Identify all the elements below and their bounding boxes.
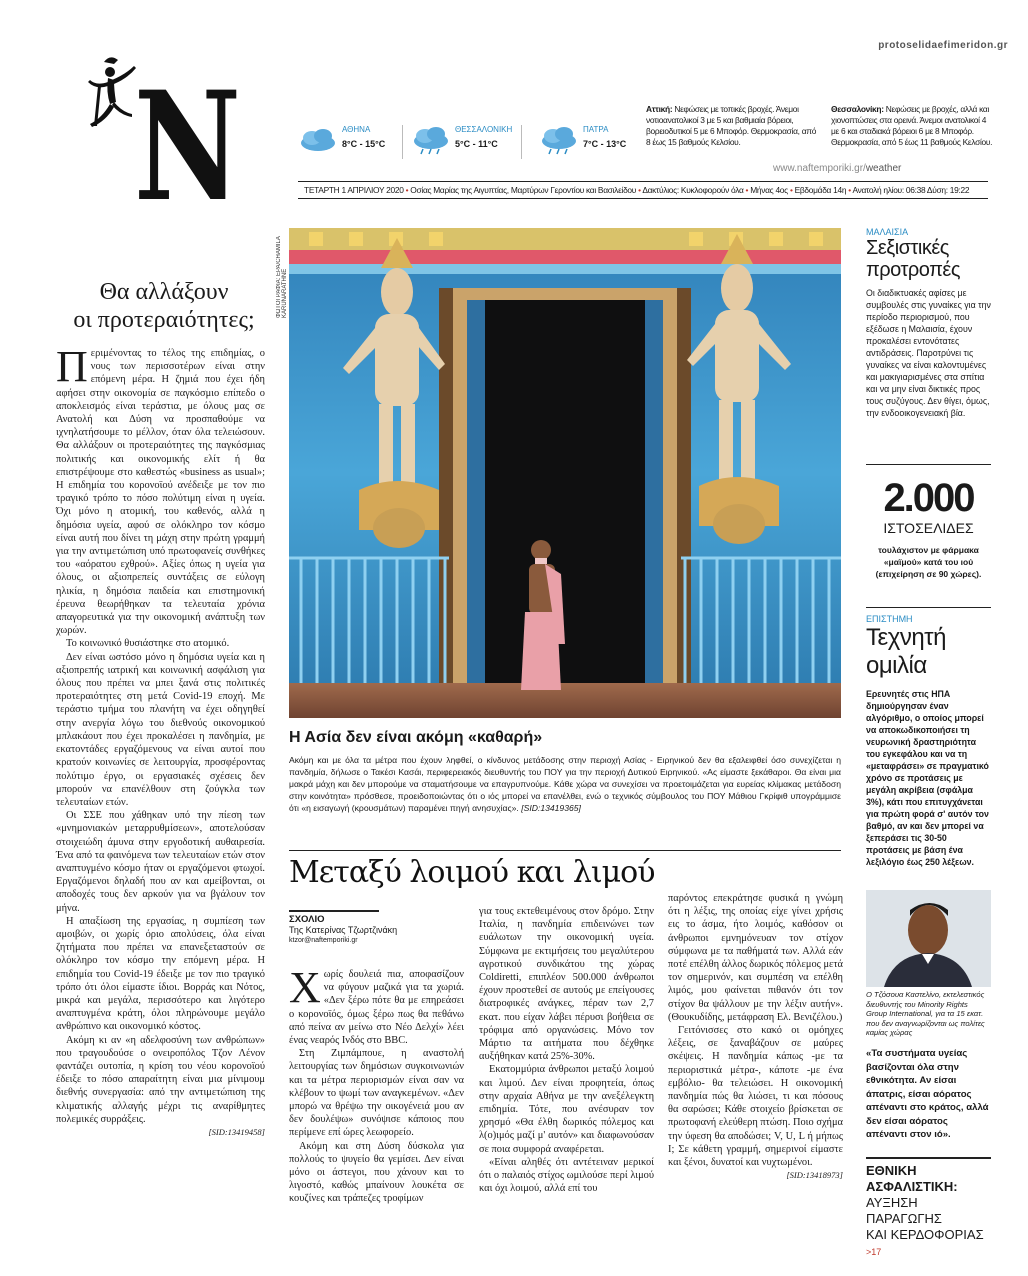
date-text: ΤΕΤΑΡΤΗ 1 ΑΠΡΙΛΙΟΥ 2020 [304,185,404,195]
datebar-item: Μήνας 4ος [750,185,788,195]
opinion-title[interactable] [40,278,288,334]
main-column-2 [479,905,654,1195]
weather-thessaloniki-label: Θεσσαλονίκη: [831,104,884,114]
paragraph: Εκατομμύρια άνθρωποι μεταξύ λοιμού και λιμού. Δεν είναι προφητεία, όπως στην αρχαία Αθήνα με την ανεξέλεγκτη επιδημία. Τότε, που ανέσυραν τον χρησμό «Θα έλθη δωρικός πόλεμος και λ(ο)ιμός μαζί μ' αυτόν» και διαφωνούσαν σε ποια συμφορά αναφέρεται. [479,1064,654,1155]
hermes-figure-icon [82,50,142,200]
weather-thessaloniki-text: Νεφώσεις με βροχές, αλλά και χιονοπτώσεις στα ορεινά. Άνεμοι ανατολικοί 4 με 6 και σταδιακά βόρειοι 6 με 8 Μποφόρ. Θερμοκρασία, από 5 έως 11 βαθμούς Κελσίου. [831,104,993,147]
paragraph: Γειτόνισσες στο κακό οι ομόηχες λέξεις, σε ξαναβάζουν σε μαύρες σκέψεις. Η πανδημία κάπως -με τα περιοριστικά μέτρα-, κάποτε -με ένα εμβόλιο- θα τελειώσει. Η οικονομική πανδημία πώς θα λιώσει, τι και πόσους θα σαρώσει; Κάθε στοιχείο βρίσκεται σε πρωτοφανή ελεύθερη πτώση. Ποιο σχήμα την ύφεση θα αποδώσει; V, U, L ή μήπως I; Σε κάθετη γραμμή, σημερινοί είμαστε και ξένοι, δυνατοί και νυχτωμένοι. [668,1025,843,1169]
site-watermark: protoselidaefimeridon.gr [878,40,1008,51]
author-name: Της Κατερίνας Τζωρτζινάκη [289,925,398,935]
paragraph: Το κοινωνικό θυσιάστηκε στο ατομικό. [66,638,230,650]
promo-line: ΚΑΙ ΚΕΡΔΟΦΟΡΙΑΣ [866,1227,984,1242]
paragraph: εριμένοντας το τέλος της επιδημίας, ο νους των περισσοτέρων είναι στην επόμενη μέρα. Η ζημιά που έχει ήδη αφήσει στην οικονομία σε παγκόσμιο επίπεδο ο αποκλεισμός είναι τεράστια, με όλους μας σε Ανατολή και Δύση να προσπαθούμε να ιχνηλατήσουμε το μέλλον, όταν όλα τελειώσουν. Θα αλλάξουν οι προτεραιότητες της παγκόσμιας πολιτικής και οικονομικής ελίτ ή θα επιστρέψουμε στο καθεστώς «business as usual»; Η επιδημία του κορονοϊού ανέδειξε με τον πιο τραγικό τρόπο το πόσο πολύτιμη είναι η υγεία. Όχι μόνο η ατομική, του καθενός, αλλά η δημόσια υγεία, αφού σε ολόκληρο τον κόσμο είναι αυτή που δίνει τη μάχη στην πρώτη γραμμή για την αντιμετώπιση υπό πρωτοφανείς συνθήκες του «αόρατου εχθρού». Αξίες όπως η υγεία για όλους, οι αξιοπρεπείς συντάξεις σε εύλογη ηλικία, η δημόσια παιδεία και επιστημονική έρευνα θεωρήθηκαν τα τελευταία χρόνια απαγορευτικά για την οικονομική ανάπτυξη των χωρών. [56,348,265,637]
weather-temp: 8°C - 15°C [342,139,386,149]
weather-link-prefix: www.naftemporiki.gr/ [773,163,866,174]
datebar-item: Ανατολή ηλίου: 06:38 Δύση: 19:22 [852,185,970,195]
portrait-image [866,890,991,987]
weather-link[interactable] [773,163,901,174]
photo-headline[interactable]: Η Ασία δεν είναι ακόμη «καθαρή» [289,729,543,746]
promo-line: ΑΥΞΗΣΗ ΠΑΡΑΓΩΓΗΣ [866,1195,942,1226]
rain-cloud-icon [539,127,579,157]
divider [402,125,403,159]
bullet-icon: • [745,185,749,195]
page-reference[interactable]: >17 [866,1247,882,1257]
promo-teaser[interactable] [866,1163,991,1260]
rail-headline: Σεξιστικές προτροπές [866,237,960,281]
opinion-title-line: Θα αλλάξουν [99,279,229,305]
weather-athens [298,125,408,165]
rail-body: Οι διαδικτυακές αφίσες με συμβουλές στις γυναίκες για την περίοδο περιορισμού, που εξέδωσε η Μαλαισία, έχουν προκαλέσει εντονότατες αντιδράσεις. Παροτρύνει τις γυναίκες να είναι καλοντυμένες και μακιγιαρισμένες στα σπίτια και να μην είναι δικτικές προς τους συζύγους. Δεν θίγει, όμως, την ενδοοικογενειακή βία. [866,288,991,418]
cloud-icon [298,127,338,153]
weather-city: ΘΕΣΣΑΛΟΝΙΚΗ [455,125,513,134]
rail-body: Ερευνητές στις ΗΠΑ δημιούργησαν έναν αλγόριθμο, ο οποίος μπορεί να αποκωδικοποιήσει τη νευρωνική δραστηριότητα του εγκεφάλου και να τη «μεταφράσει» σε πραγματικό χρόνο σε προτάσεις με μεγάλη ακρίβεια (σφάλμα 3%), κάτι που επιτυγχάνεται για πρώτη φορά σ' αυτόν τον βαθμό, αν και δεν μπορεί να ξεπεράσει τις 30-50 προτάσεις με βάση ένα λεξιλόγιο έως 250 λέξεων. [866,689,989,867]
main-column-3 [668,892,843,1182]
weather-temp: 7°C - 13°C [583,139,627,149]
weather-thessaloniki [411,125,521,165]
weather-temp: 5°C - 11°C [455,139,498,149]
photo-caption-text: Ακόμη και με όλα τα μέτρα που έχουν ληφθεί, ο κίνδυνος μετάδοσης στην περιοχή Ασίας - Ειρηνικού δεν θα εξαλειφθεί όσο συνεχίζεται η πανδημία, δήλωσε ο Τακέσι Κασάι, περιφερειακός διευθυντής του ΠΟΥ για την περιοχή Δυτικού Ειρηνικού. «Ας είμαστε ξεκάθαροι. Θα είναι μια μακρά μάχη και δεν μπορούμε να σταματήσουμε να επαγρυπνούμε. Κάθε χώρα να συνεχίσει να προετοιμάζεται για ευρείας κλίμακας μετάδοση στην κοινότητα» πρόσθεσε, προειδοποιώντας ότι ο ιός μπορεί να επανέλθει, ενώ ο τεχνικός σύμβουλος του ΠΟΥ Μάθιου Γκρίφιθ υπογράμμισε ότι «η εισαγωγή (κρουσμάτων) παραμένει πηγή ανησυχίας». [289,755,841,813]
paragraph: Ακόμη και στη Δύση δύσκολα για πολλούς το ψυγείο θα γεμίσει. Δεν είναι μόνο οι άστεγοι, που χάνουν και το λιγοστό, καθώς μπαίνουν λουκέτα σε κουζίνες και τράπεζες τροφίμων [289,1140,464,1205]
story-id: [SID:13419365] [521,803,581,813]
big-number: 2.000 [883,476,974,520]
paragraph: για τους εκτεθειμένους στον δρόμο. Στην Ιταλία, η πανδημία επιδεινώνει των ευάλωτων την οικονομική υγεία. Σύμφωνα με εκτιμήσεις του μεγαλύτερου αγροτικού συνδικάτου της χώρας Coldiretti, επιπλέον 500.000 άνθρωποι έχουν προστεθεί σε αυτούς με επείγουσες διατροφικές ανάγκες, πέραν των 2,7 εκατ. που είχαν λάβει πέρυσι βοήθεια σε τρόφιμα από οργανώσεις. Μόνο τον Μάρτιο τα αιτήματα που δέχθηκε αυξήθηκαν κατά 25%-30%. [479,906,654,1063]
divider [289,850,841,851]
paragraph: Οι ΣΣΕ που χάθηκαν υπό την πίεση των «μνημονιακών μεταρρυθμίσεων», αποτελούσαν στοιχειώδη άμυνα στην εργοδοτική αυθαιρεσία. Ένα από τα φαινόμενα των τελευταίων ετών στον αναπτυγμένο κόσμο ήταν οι εργαζόμενοι φτωχοί. Εργαζόμενοι δηλαδή που αν και αμείβονται, οι αποδοχές τους δεν αρκούν για να βγάλουν τον μήνα. [56,810,265,914]
divider [866,607,991,608]
date-bar [298,181,988,199]
paragraph: Δεν είναι ωστόσο μόνο η δημόσια υγεία και η αξιοπρεπής ιατρική και κοινωνική ασφάλιση για όλους που πρέπει να μπει ξανά στις πολιτικές προτεραιότητες στη μετά Covid-19 εποχή. Με τεράστιο τμήμα του πλανήτη να έχει οδηγηθεί στην ανεργία λόγω του διεθνούς οικονομικού μπλακάουτ που έχει προκαλέσει η πανδημία, με εκατοντάδες εργαζόμενους να είναι αυτοί που κρατούν κοινωνίες σε λειτουργία, προσφέροντας πολύτιμο έργο, οι εργασιακές σχέσεις δεν μπορούν να επανέλθουν στη ζούγκλα των τελευταίων ετών. [56,651,265,808]
paragraph: παρόντος επεκράτησε φυσικά η γνώμη ότι η λέξις, της οποίας είχε γίνει χρήσις εις το άσμα, ήτο λοιμός, καθόσον οι άνθρωποι εμνημόνευαν τον στίχον σύμφωνα με τα παθήματά των. Αλλά εάν ποτέ επέλθη άλλος δωρικός πόλεμος μετά τον σημερινόν, και συμπέση να επέλθη λιμός, μου φαίνεται πιθανόν ότι τον στίχον θα ψάλλουν με την λέξιν αυτήν». (Θουκυδίδης, μετάφραση Ελ. Βενιζέλου.) [668,893,843,1023]
paragraph: «Είναι αληθές ότι αντέτειναν μερικοί ότι ο παλαιός στίχος ωμιλούσε περί λιμού και όχι λοιμού, αλλά επί του [479,1156,654,1195]
promo-line: ΕΘΝΙΚΗ ΑΣΦΑΛΙΣΤΙΚΗ: [866,1163,958,1194]
portrait-caption: Ο Τζόσουα Καστελίνο, εκτελεστικός διευθυντής του Minority Rights Group International, για τα 15 εκατ. που δεν αναγνωρίζονται ως πολίτες καμίας χώρας [866,990,985,1037]
main-article-title[interactable]: Μεταξύ λοιμού και λιμού [289,855,655,890]
datebar-item: Δακτύλιος: Κυκλοφορούν όλα [642,185,744,195]
pull-quote: «Τα συστήματα υγείας βασίζονται όλα στην εθνικότητα. Αν είσαι άπατρις, είσαι αόρατος απέναντι στο κράτος, αλλά δεν είσαι αόρατος απέναντι στον ιό». [866,1048,989,1140]
opinion-title-line: οι προτεραιότητες; [73,307,255,333]
weather-city: ΠΑΤΡΑ [583,125,609,134]
dropcap: Π [56,342,88,391]
temple-image [289,228,841,718]
rail-headline: Τεχνητή ομιλία [866,624,946,679]
divider [866,464,991,465]
weather-link-suffix: weather [865,163,902,174]
weather-attica-text: Νεφώσεις με τοπικές βροχές. Άνεμοι νοτιοανατολικοί 3 με 5 και βαθμιαία βόρειοι, βορειοδυτικοί 5 με 6 Μποφόρ. Θερμοκρασία, από 8 έως 15 βαθμούς Κελσίου. [646,104,817,147]
story-id: [SID:13419458] [208,1126,265,1137]
bullet-icon: • [848,185,851,195]
photo-credit: ΦΩΤΟΓΡΑΦΙΑ: EPA/CHAMILA KARUNARATHNE [276,236,288,318]
weather-city: ΑΘΗΝΑ [342,125,371,134]
datebar-item: Εβδομάδα 14η [794,185,847,195]
paragraph: ωρίς δουλειά πια, αποφασίζουν να φύγουν μαζικά για τα χωριά. «Δεν ξέρω πότε θα με επηρεάσει ο κορονοϊός, όμως ξέρω πως θα πεθάνω από πείνα αν μείνω στο Νέο Δελχί» λέει ένας νεαρός Ινδός στο BBC. [289,969,464,1047]
portrait-photo[interactable] [866,890,991,987]
section-kicker: ΜΑΛΑΙΣΙΑ [866,227,909,237]
paragraph: Στη Ζιμπάμπουε, η αναστολή λειτουργίας των δημόσιων συγκοινωνιών και τα μέτρα περιορισμών είναι σαν να κλέβουν το ψωμί των αναγκεμένων. «Δεν μπορώ να θρέψω την οικογένειά μου αν δεν δουλέψω» συνόψισε κάποιος που περίμενε επί ώρες λεωφορείο. [289,1048,464,1139]
temple-photo[interactable] [289,228,841,718]
bullet-icon: • [405,185,409,195]
dropcap: Χ [289,963,321,1012]
rail-story-science[interactable] [866,614,991,868]
paragraph: Η απαξίωση της εργασίας, η συμπίεση των αμοιβών, οι χωρίς όριο απολύσεις, όλα είναι ζητήματα που πρέπει να επανεξεταστούν σε ολόκληρο τον κόσμο την επόμενη μέρα. Η επιδημία του Covid-19 έδειξε με τον πιο τραγικό τρόπο ότι όλοι είμαστε ίδιοι. Βορράς και Νότος, μικρά και μεγάλα, περισσότερο και λιγότερο αναπτυγμένα κράτη, όλοι πληρώνουμε μεγάλο ανθρώπινο και οικονομικό κόστος. [56,915,265,1033]
weather-thessaloniki-forecast [831,104,996,148]
masthead-logo[interactable] [82,50,241,235]
divider [866,1157,991,1159]
big-number-label: ΙΣΤΟΣΕΛΙΔΕΣ [883,520,974,536]
main-byline [289,910,449,944]
opinion-body [56,342,265,1139]
weather-attica-label: Αττική: [646,104,673,114]
rain-cloud-icon [411,127,451,157]
section-kicker: ΕΠΙΣΤΗΜΗ [866,614,913,624]
datebar-item: Οσίας Μαρίας της Αιγυπτίας, Μαρτύρων Γεροντίου και Βασιλείδου [410,185,637,195]
divider [521,125,522,159]
weather-patra [539,125,649,165]
big-number-subtext: τουλάχιστον με φάρμακα «μαϊμού» κατά του ιού (επιχείρηση σε 90 χώρες). [875,545,982,579]
rail-story-malaysia[interactable] [866,227,991,419]
bullet-icon: • [638,185,641,195]
section-kicker: ΣΧΟΛΙΟ [289,910,379,925]
author-email[interactable]: ktzor@naftemporiki.gr [289,937,358,944]
masthead-logo-letter: N [134,59,241,235]
story-id: [SID:13418973] [786,1170,843,1181]
main-column-1 [289,963,464,1206]
photo-caption [289,754,841,814]
weather-attica-forecast [646,104,818,148]
bullet-icon: • [789,185,793,195]
paragraph: Ακόμη κι αν «η αδελφοσύνη των ανθρώπων» που τραγουδούσε ο ονειροπόλος Τζον Λένον φαντάζει ουτοπία, η κρίση του νέου κορονοϊού έδειξε το πόσο απαραίτητη είναι μια μίνιμουμ διεθνής συνεργασία: από την αντιμετώπιση της κλιματικής αλλαγής μέχρι τις αναρίθμητες πολεμικές συρράξεις. [56,1034,265,1125]
